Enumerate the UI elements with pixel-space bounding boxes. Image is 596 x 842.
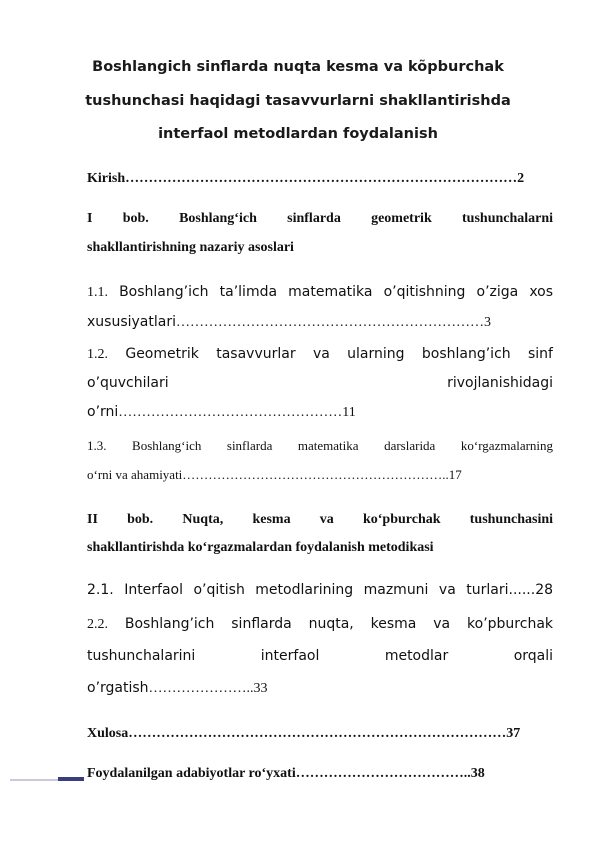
toc-entry-xulosa: Xulosa………………………………………………………………………37 — [87, 726, 521, 741]
toc-chapter-1-line-1: I bob. Boshlang‘ich sinflarda geometrik tushunchalarni — [87, 211, 554, 226]
toc-section-1-2-line-2: o’quvchilari rivojlanishidagi — [87, 375, 553, 391]
toc-entry-kirish: Kirish…………………………………………………………………………2 — [87, 171, 525, 186]
toc-section-2-2-line-3: o’rgatish…………………..33 — [87, 680, 268, 696]
toc-chapter-2-line-2: shakllantirishda ko‘rgazmalardan foydalanish metodikasi — [87, 540, 434, 555]
toc-section-1-1-line-2: xususiyatlari…………………………………………………………3 — [87, 314, 491, 330]
toc-section-1-3-line-2: o‘rni va ahamiyati……………………………………………………..17 — [87, 467, 462, 482]
footer-accent-line — [10, 779, 58, 781]
toc-section-1-1-line-1: 1.1. Boshlang’ich ta’limda matematika o’qitishning o’ziga xos — [87, 284, 554, 300]
toc-section-1-3-line-1: 1.3. Boshlang‘ich sinflarda matematika darslarida ko‘rgazmalarning — [87, 438, 554, 453]
footer-accent-block — [58, 777, 84, 781]
toc-section-2-2-line-2: tushunchalarini interfaol metodlar orqali — [87, 648, 554, 664]
title-line-2: tushunchasi haqidagi tasavvurlarni shakllantirishda — [85, 93, 511, 109]
toc-section-1-2-line-3: o’rni…………………………………………11 — [87, 404, 356, 420]
title-line-3: interfaol metodlardan foydalanish — [158, 126, 438, 142]
toc-section-1-2-line-1: 1.2. Geometrik tasavvurlar va ularning boshlang’ich sinf — [87, 346, 553, 362]
toc-chapter-1-line-2: shakllantirishning nazariy asoslari — [87, 240, 294, 255]
toc-chapter-2-line-1: II bob. Nuqta, kesma va ko‘pburchak tushunchasini — [87, 512, 554, 527]
title-line-1: Boshlangich sinflarda nuqta kesma va kõpburchak — [92, 59, 504, 75]
toc-section-2-1: 2.1. Interfaol o’qitish metodlarining mazmuni va turlari......28 — [87, 582, 554, 598]
toc-entry-foydalanilgan: Foydalanilgan adabiyotlar ro‘yxati………………………………..38 — [87, 766, 485, 781]
toc-section-2-2-line-1: 2.2. Boshlang’ich sinflarda nuqta, kesma va ko’pburchak — [87, 616, 554, 632]
